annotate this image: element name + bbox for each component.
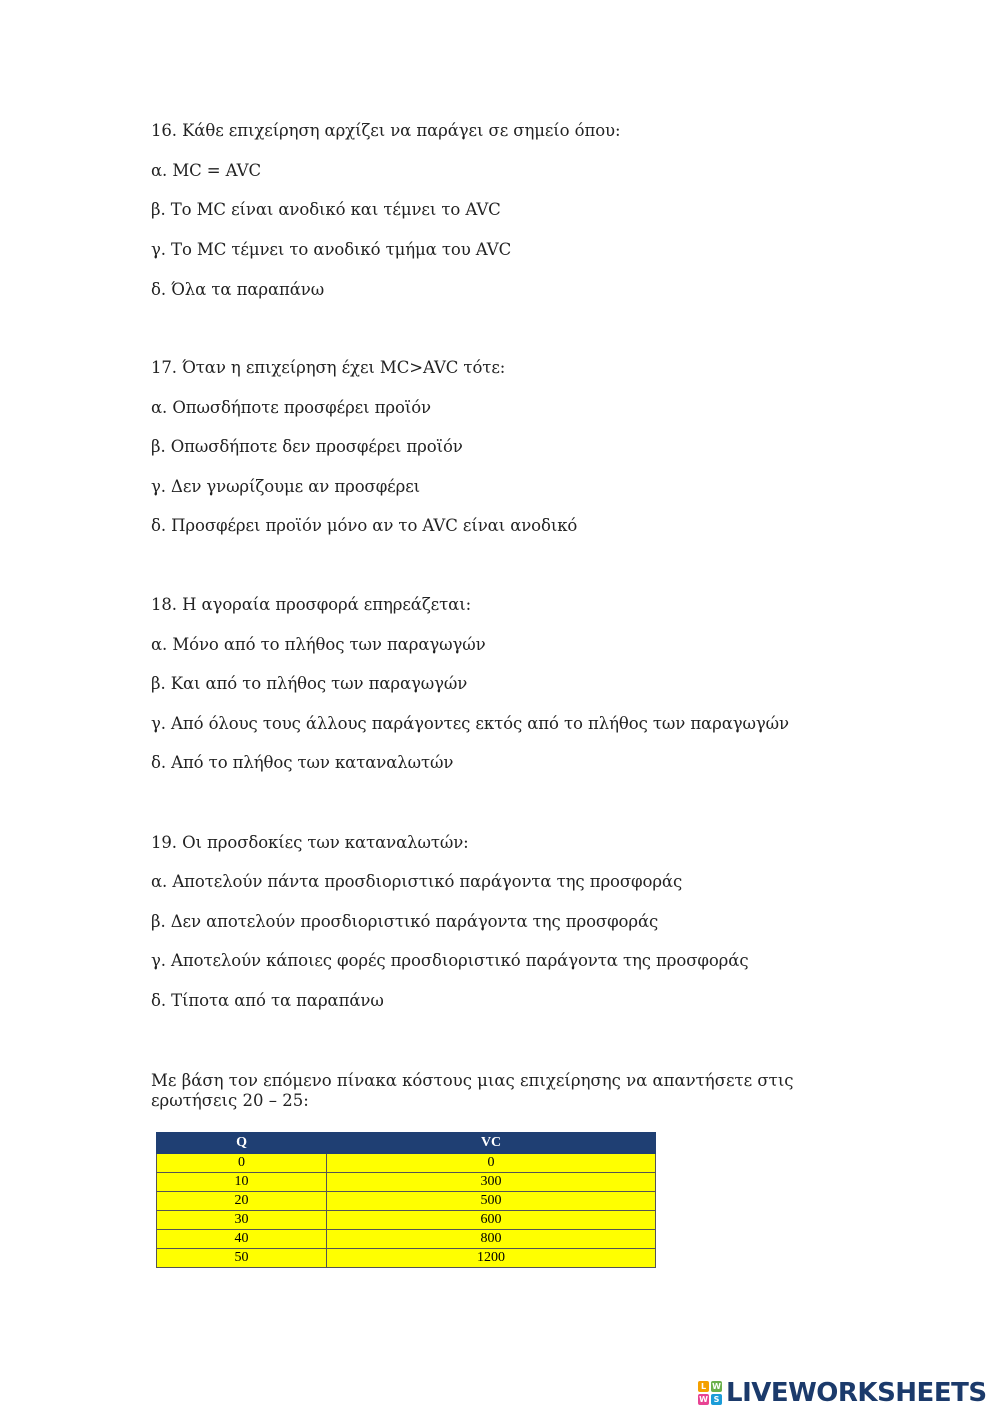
cell-vc: 300 — [327, 1173, 656, 1192]
header-vc: VC — [327, 1133, 656, 1154]
table-intro: Με βάση τον επόμενο πίνακα κόστους μιας επιχείρησης να απαντήσετε στις ερωτήσεις 20 – 25: — [151, 1071, 794, 1110]
question-16-option-b: β. Το MC είναι ανοδικό και τέμνει το AVC — [151, 200, 501, 219]
cell-q: 40 — [157, 1230, 327, 1249]
question-19-stem: 19. Οι προσδοκίες των καταναλωτών: — [151, 833, 469, 852]
table-row — [157, 1173, 656, 1192]
cell-q: 20 — [157, 1192, 327, 1211]
logo-mark-letter: L — [698, 1381, 709, 1392]
question-16-option-a: α. MC = AVC — [151, 161, 262, 180]
table-row — [157, 1230, 656, 1249]
header-q: Q — [157, 1133, 327, 1154]
table-header-row — [157, 1133, 656, 1154]
table-row — [157, 1154, 656, 1173]
question-19-option-a: α. Αποτελούν πάντα προσδιοριστικό παράγοντα της προσφοράς — [151, 872, 683, 891]
logo-mark-letter: S — [711, 1394, 722, 1405]
table-row — [157, 1211, 656, 1230]
question-18-option-d: δ. Από το πλήθος των καταναλωτών — [151, 753, 454, 772]
cell-vc: 0 — [327, 1154, 656, 1173]
cell-q: 0 — [157, 1154, 327, 1173]
cell-vc: 600 — [327, 1211, 656, 1230]
cell-q: 50 — [157, 1249, 327, 1268]
cell-q: 30 — [157, 1211, 327, 1230]
logo-mark-letter: W — [712, 1382, 721, 1391]
question-17-option-b: β. Οπωσδήποτε δεν προσφέρει προϊόν — [151, 437, 463, 456]
question-17-option-a: α. Οπωσδήποτε προσφέρει προϊόν — [151, 398, 431, 417]
cell-vc: 1200 — [327, 1249, 656, 1268]
cost-table — [156, 1132, 656, 1268]
logo-text: LIVEWORKSHEETS — [726, 1378, 987, 1408]
question-19-option-c: γ. Αποτελούν κάποιες φορές προσδιοριστικό παράγοντα της προσφοράς — [151, 951, 749, 970]
table-row — [157, 1249, 656, 1268]
question-19-option-d: δ. Τίποτα από τα παραπάνω — [151, 991, 384, 1010]
cell-q: 10 — [157, 1173, 327, 1192]
question-18-option-c: γ. Από όλους τους άλλους παράγοντες εκτός από το πλήθος των παραγωγών — [151, 714, 789, 733]
table-row — [157, 1192, 656, 1211]
question-17-option-d: δ. Προσφέρει προϊόν μόνο αν το AVC είναι ανοδικό — [151, 516, 578, 535]
question-19-option-b: β. Δεν αποτελούν προσδιοριστικό παράγοντα της προσφοράς — [151, 912, 659, 931]
question-18-option-a: α. Μόνο από το πλήθος των παραγωγών — [151, 635, 486, 654]
cell-vc: 500 — [327, 1192, 656, 1211]
question-16-stem: 16. Κάθε επιχείρηση αρχίζει να παράγει σε σημείο όπου: — [151, 121, 621, 140]
question-18-option-b: β. Και από το πλήθος των παραγωγών — [151, 674, 468, 693]
question-16-option-c: γ. Το MC τέμνει το ανοδικό τμήμα του AVC — [151, 240, 512, 259]
question-17-stem: 17. Όταν η επιχείρηση έχει MC>AVC τότε: — [151, 358, 506, 377]
logo-mark-icon — [698, 1381, 722, 1405]
logo-mark-letter: W — [699, 1395, 708, 1404]
question-16-option-d: δ. Όλα τα παραπάνω — [151, 280, 325, 299]
liveworksheets-logo[interactable] — [698, 1378, 987, 1408]
question-18-stem: 18. Η αγοραία προσφορά επηρεάζεται: — [151, 595, 472, 614]
cell-vc: 800 — [327, 1230, 656, 1249]
question-17-option-c: γ. Δεν γνωρίζουμε αν προσφέρει — [151, 477, 421, 496]
